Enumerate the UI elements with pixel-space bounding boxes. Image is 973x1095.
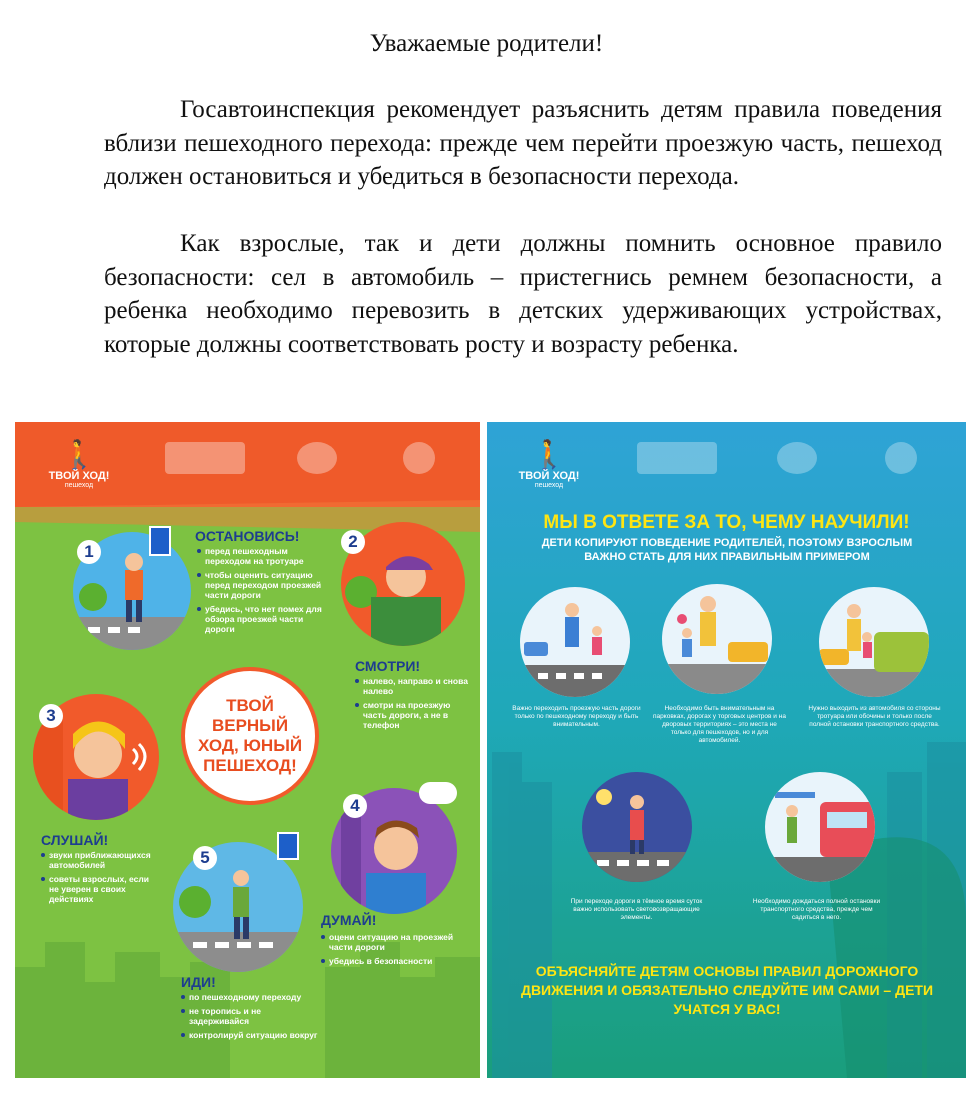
illustration-go (173, 842, 303, 972)
center-slogan-badge (181, 667, 319, 805)
poster-right-footer: ОБЪЯСНЯЙТЕ ДЕТЯМ ОСНОВЫ ПРАВИЛ ДОРОЖНОГО ДВИЖЕНИЯ И ОБЯЗАТЕЛЬНО СЛЕДУЙТЕ ИМ САМИ – ДЕТИ УЧАТСЯ У ВАС! (520, 963, 934, 1017)
section-list-look (355, 676, 475, 734)
caption-bus-stop: Необходимо дождаться полной остановки транспортного средства, прежде чем садиться в него. (752, 898, 881, 921)
logo-subtitle: пешеход (64, 482, 94, 489)
section-title-look: СМОТРИ! (355, 658, 421, 674)
center-slogan-text: ТВОЙ ВЕРНЫЙ ХОД, ЮНЫЙ ПЕШЕХОД! (197, 696, 303, 775)
pedestrian-icon: 🚶 (531, 439, 567, 470)
list-item: чтобы оценить ситуацию перед переходом проезжей части дороги (197, 570, 327, 600)
logo-subtitle: пешеход (534, 482, 564, 489)
logo-title: ТВОЙ ХОД! (518, 470, 580, 482)
partner-logo-gai (885, 442, 917, 474)
parent-child-parking-icon (662, 584, 772, 694)
partner-logo-mvd (777, 442, 817, 474)
illustration-bus-stop (765, 772, 875, 882)
pedestrian-icon: 🚶 (61, 439, 97, 470)
partner-logo-project (637, 442, 717, 474)
caption-night: При переходе дороги в тёмное время суток важно использовать световозвращающие элементы. (570, 898, 703, 921)
poster-right-subtitle: ДЕТИ КОПИРУЮТ ПОВЕДЕНИЕ РОДИТЕЛЕЙ, ПОЭТОМУ ВЗРОСЛЫМ ВАЖНО СТАТЬ ДЛЯ НИХ ПРАВИЛЬНЫМ ПРИМЕРОМ (541, 537, 913, 563)
letter-paragraph-1: Госавтоинспекция рекомендует разъяснить детям правила поведения вблизи пешеходного перехода: прежде чем перейти проезжую часть, пешеход должен остановиться и убедиться в безопасности перехода. (104, 96, 942, 190)
list-item: перед пешеходным переходом на тротуаре (197, 546, 327, 566)
letter-paragraph-2: Как взрослые, так и дети должны помнить основное правило безопасности: сел в автомобиль – пристегнись ремнем безопасности, а ребенка необходимо перевозить в детских удерживающих устройствах, которые должны соответствовать росту и возрасту ребенка. (104, 230, 942, 358)
poster-right-title: МЫ В ОТВЕТЕ ЗА ТО, ЧЕМУ НАУЧИЛИ! (543, 512, 910, 533)
list-item: не торопись и не задерживайся (181, 1006, 321, 1026)
list-item: налево, направо и снова налево (355, 676, 475, 696)
list-item: советы взрослых, если не уверен в своих действиях (41, 874, 161, 904)
logo-tvoy-khod (43, 440, 115, 489)
partner-logo-project (165, 442, 245, 474)
section-list-go (181, 992, 321, 1044)
section-list-listen (41, 850, 161, 908)
section-title-go: ИДИ! (181, 974, 216, 990)
bus-stop-icon (765, 772, 875, 882)
exit-car-sidewalk-icon (819, 587, 929, 697)
illustration-crossing (520, 587, 630, 697)
boy-crossing-icon (173, 842, 303, 972)
step-number-2: 2 (341, 530, 365, 554)
list-item: смотри на проезжую часть дороги, а не в телефон (355, 700, 475, 730)
section-title-listen: СЛУШАЙ! (41, 832, 109, 848)
step-number-5: 5 (193, 846, 217, 870)
parent-child-crossing-icon (520, 587, 630, 697)
list-item: контролируй ситуацию вокруг (181, 1030, 321, 1040)
step-number-4: 4 (343, 794, 367, 818)
step-number-3: 3 (39, 704, 63, 728)
list-item: по пешеходному переходу (181, 992, 321, 1002)
caption-parking: Необходимо быть внимательным на парковках, дорогах у торговых центров и на дворовых территориях – это места не только для пешеходов, но и для автомобилей. (653, 705, 786, 744)
illustration-night (582, 772, 692, 882)
section-title-stop: ОСТАНОВИСЬ! (195, 528, 300, 544)
letter-heading: Уважаемые родители! (369, 30, 604, 57)
list-item: звуки приближающихся автомобилей (41, 850, 161, 870)
section-list-stop (197, 546, 327, 638)
poster-pedestrian-rules (15, 422, 480, 1078)
partner-logo-mvd (297, 442, 337, 474)
poster-parents-example (487, 422, 966, 1078)
night-crossing-icon (582, 772, 692, 882)
thought-bubble-icon (419, 782, 457, 804)
illustration-exit-car (819, 587, 929, 697)
crosswalk-sign-icon (277, 832, 299, 860)
illustration-parking (662, 584, 772, 694)
partner-logo-gai (403, 442, 435, 474)
logo-tvoy-khod (513, 440, 585, 489)
caption-exit-car: Нужно выходить из автомобиля со стороны тротуара или обочины и только после полной остановки транспортного средства. (808, 705, 941, 728)
step-number-1: 1 (77, 540, 101, 564)
section-list-think (321, 932, 461, 970)
list-item: убедись, что нет помех для обзора проезжей части дороги (197, 604, 327, 634)
logo-title: ТВОЙ ХОД! (48, 470, 110, 482)
crosswalk-sign-icon (149, 526, 171, 556)
list-item: убедись в безопасности (321, 956, 461, 966)
caption-crossing: Важно переходить проезжую часть дороги только по пешеходному переходу и быть внимательным. (512, 705, 641, 728)
section-title-think: ДУМАЙ! (321, 912, 377, 928)
list-item: оцени ситуацию на проезжей части дороги (321, 932, 461, 952)
